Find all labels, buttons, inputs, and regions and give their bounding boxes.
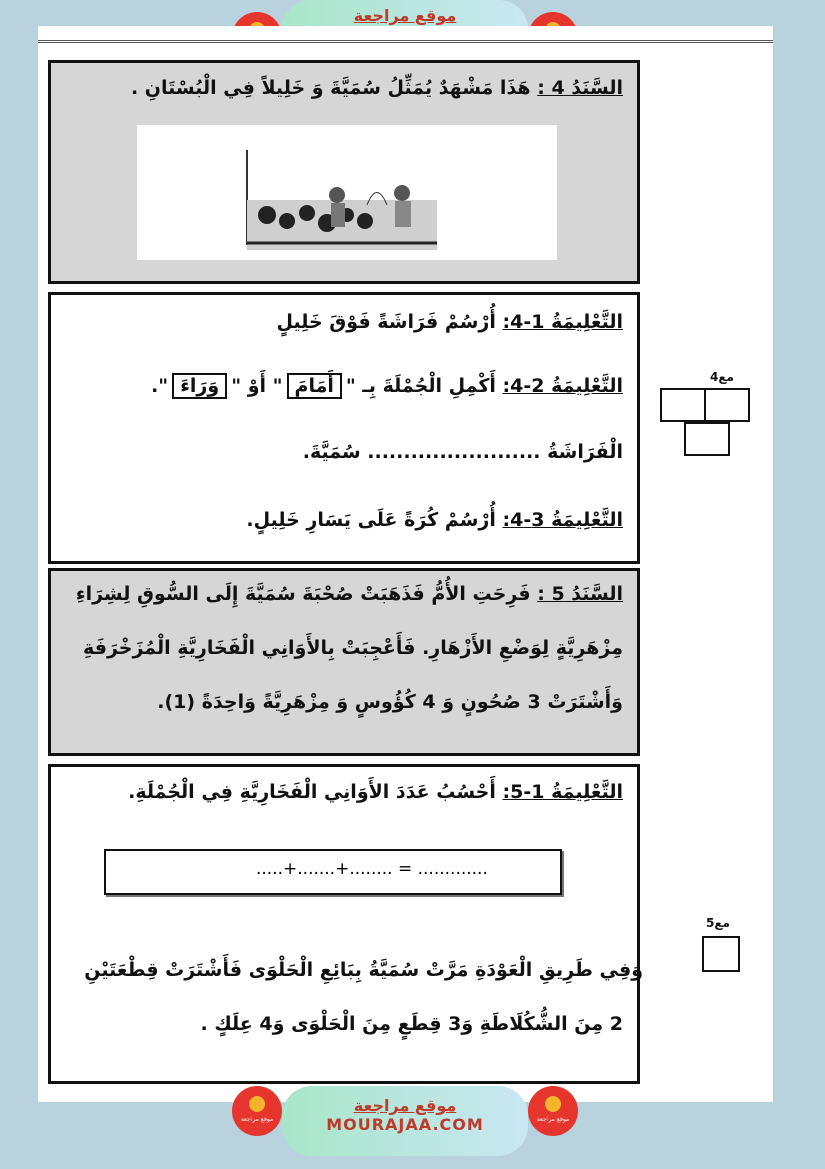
para2-line2: 2 مِنَ الشُّكُلَاطَةِ وَ3 قِطَعٍ مِنَ الْحَلْوَى وَ4 عِلَكٍ . (200, 1013, 623, 1035)
grade-mark-1: مع4 (710, 370, 734, 384)
task-4-2-label: التَّعْلِيمَةُ 2-4: (502, 375, 623, 397)
task-4-3 (246, 509, 623, 531)
sanad4-line (131, 77, 623, 99)
logo-right-bottom: موقع مراجعة (528, 1086, 578, 1136)
task-5-1 (128, 781, 623, 803)
task-4-1-text: أُرْسُمْ فَرَاشَةً فَوْقَ خَلِيلٍ (276, 311, 496, 333)
garden-drawing-icon (137, 125, 557, 260)
top-border (38, 40, 773, 43)
task-4-2 (151, 373, 623, 399)
para2-line1: وَفِي طَرِيقِ الْعَوْدَةِ مَرَّتْ سُمَيَّةُ بِبَائِعِ الْحَلْوَى فَأَشْتَرَتْ قِطْعَتَيْنِ (84, 959, 643, 981)
sanad4-box (48, 60, 640, 284)
task-4-2-text-end: ". (151, 375, 169, 397)
garden-scene-image (137, 125, 557, 260)
answer-line: .....+.......+........ = ............. (256, 859, 488, 879)
grade-box-1b[interactable] (704, 388, 750, 422)
banner-top-title: موقع مراجعة (353, 6, 457, 25)
task-5-1-text: أَحْسُبُ عَدَدَ الأَوَانِي الْفَخَارِيَّةِ فِي الْجُمْلَةِ. (128, 781, 496, 803)
sanad5-label: السَّنَدُ 5 : (537, 583, 623, 605)
tasks5-box (48, 764, 643, 1084)
task-4-3-text: أُرْسُمْ كُرَةً عَلَى يَسَارِ خَلِيلٍ. (246, 509, 496, 531)
grade-box-1c[interactable] (684, 422, 730, 456)
logo-left-bottom: موقع مراجعة (232, 1086, 282, 1136)
sanad5-line3: وَأَشْتَرَتْ 3 صُحُونٍ وَ 4 كُؤُوسٍ وَ مِزْهَرِيَّةً وَاحِدَةً (1). (157, 691, 623, 713)
worksheet-page (38, 26, 773, 1102)
grade-box-2[interactable] (702, 936, 740, 972)
sanad5-line1 (76, 583, 623, 605)
grade-mark-2: مع5 (706, 916, 730, 930)
word-amama: أَمَامَ (287, 373, 342, 399)
banner-bottom[interactable] (282, 1086, 528, 1156)
banner-bottom-title: موقع مراجعة (353, 1096, 457, 1115)
task-4-1-label: التَّعْلِيمَةُ 1-4: (502, 311, 623, 333)
sanad4-text: هَذَا مَشْهَدٌ يُمَثِّلُ سُمَيَّةَ وَ خَلِيلاً فِي الْبُسْتَانِ . (130, 77, 531, 99)
word-waraa: وَرَاءَ (172, 373, 227, 399)
answer-field[interactable] (104, 849, 562, 895)
task-4-1 (277, 311, 623, 333)
sanad5-text1: فَرِحَتِ الأُمُّ فَذَهَبَتْ صُحْبَةَ سُمَيَّةَ إِلَى السُّوقِ لِشِرَاءِ (75, 583, 531, 605)
task-4-3-label: التَّعْلِيمَةُ 3-4: (502, 509, 623, 531)
task-4-2-text-start: أَكْمِلِ الْجُمْلَةَ بِـ " (345, 375, 496, 397)
tasks4-box (48, 292, 640, 564)
task-4-2-sentence[interactable]: الْفَرَاشَةُ ........................ سُمَيَّةَ. (302, 441, 623, 463)
grade-box-1a[interactable] (660, 388, 706, 422)
task-5-1-label: التَّعْلِيمَةُ 1-5: (502, 781, 623, 803)
banner-bottom-domain: MOURAJAA.COM (326, 1115, 484, 1134)
sanad4-label: السَّنَدُ 4 : (537, 77, 623, 99)
sanad5-box (48, 568, 640, 756)
task-4-2-or: " أَوْ " (231, 375, 283, 397)
sanad5-line2: مِزْهَرِيَّةٍ لِوَضْعِ الأَزْهَارِ. فَأَعْجِبَتْ بِالأَوَانِي الْفَخَارِيَّةِ الْمُزَخْرَفَةِ (82, 637, 623, 659)
